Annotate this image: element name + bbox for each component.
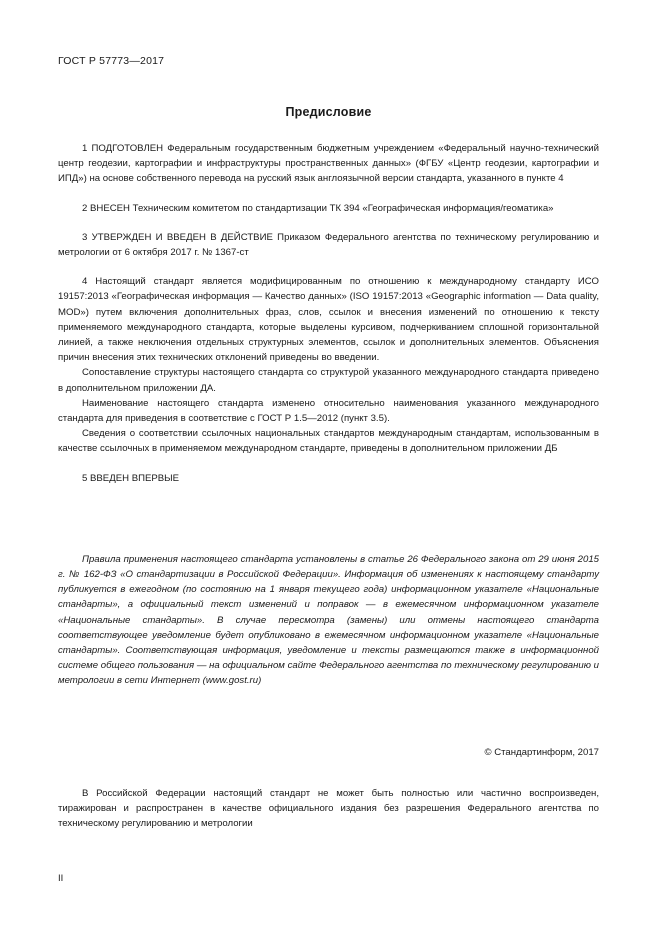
paragraph-5: Сопоставление структуры настоящего стандарта со структурой указанного международного стандарта приведено в дополнительном приложении ДА. — [58, 367, 599, 394]
paragraph-3: 3 УТВЕРЖДЕН И ВВЕДЕН В ДЕЙСТВИЕ Приказом Федерального агентства по техническому регулированию и метрологии от 6 октября 2017 г. № 1367-ст — [58, 231, 599, 259]
paragraph-7: Сведения о соответствии ссылочных национальных стандартов международным стандартам, использованным в качестве ссылочных в применяемом международном стандарте, приведены в дополнительном приложении ДБ — [58, 428, 599, 455]
section-spacer — [58, 500, 599, 552]
paragraph-2: 2 ВНЕСЕН Техническим комитетом по стандартизации ТК 394 «Географическая информация/геоматика» — [82, 202, 554, 214]
paragraph-8: 5 ВВЕДЕН ВПЕРВЫЕ — [82, 472, 180, 484]
reproduction-restriction-note: В Российской Федерации настоящий стандарт не может быть полностью или частично воспроизведен, тиражирован и распространен в качестве официального издания без разрешения Федерального агентства по техническому регулированию и метрологии — [58, 787, 599, 830]
standard-number-header: ГОСТ Р 57773—2017 — [58, 55, 165, 67]
paragraph-1: 1 ПОДГОТОВЛЕН Федеральным государственным бюджетным учреждением «Федеральный научно-технический центр геодезии, картографии и инфраструктуры пространственных данных» (ФГБУ «Центр геодезии, картографии и ИПД») на основе собственного перевода на русский язык англоязычной версии стандарта, указанного в пункте 4 — [58, 143, 599, 185]
page-title: Предисловие — [285, 105, 372, 119]
paragraph-6: Наименование настоящего стандарта изменено относительно наименования указанного международного стандарта для приведения в соответствие с ГОСТ Р 1.5—2012 (пункт 3.5). — [58, 397, 599, 425]
application-rules-note: Правила применения настоящего стандарта установлены в статье 26 Федерального закона от 29 июня 2015 г. № 162-ФЗ «О стандартизации в Российской Федерации». Информация об изменениях к настоящему стандарту публикуется в ежегодном (по состоянию на 1 января текущего года) информационном указателе «Национальные стандарты», а официальный текст изменений и поправок — в ежемесячном информационном указателе «Национальные стандарты». В случае пересмотра (замены) или отмены настоящего стандарта соответствующее уведомление будет опубликовано в ежемесячном информационном указателе «Национальные стандарты». Соответствующая информация, уведомление и тексты размещаются также в информационной системе общего пользования — на официальном сайте Федерального агентства по техническому регулированию и метрологии в сети Интернет (www.gost.ru) — [58, 553, 599, 687]
paragraph-4: 4 Настоящий стандарт является модифицированным по отношению к международному стандарту ИСО 19157:2013 «Географическая информация — Качество данных» (ISO 19157:2013 «Geographic information — Data quality, MOD») путем включения дополнительных фраз, слов, ссылок и внесения изменений по отношению к тексту применяемого международного стандарта, которые выделены курсивом, подчеркиванием сплошной горизонтальной линией, а также неключения отдельных структурных элементов, ссылок и дополнительных элементов. Объяснения причин внесения этих технических отклонений приведены во введении. — [58, 276, 599, 364]
copyright-line: © Стандартинформ, 2017 — [484, 746, 599, 758]
page-number: II — [58, 873, 64, 884]
